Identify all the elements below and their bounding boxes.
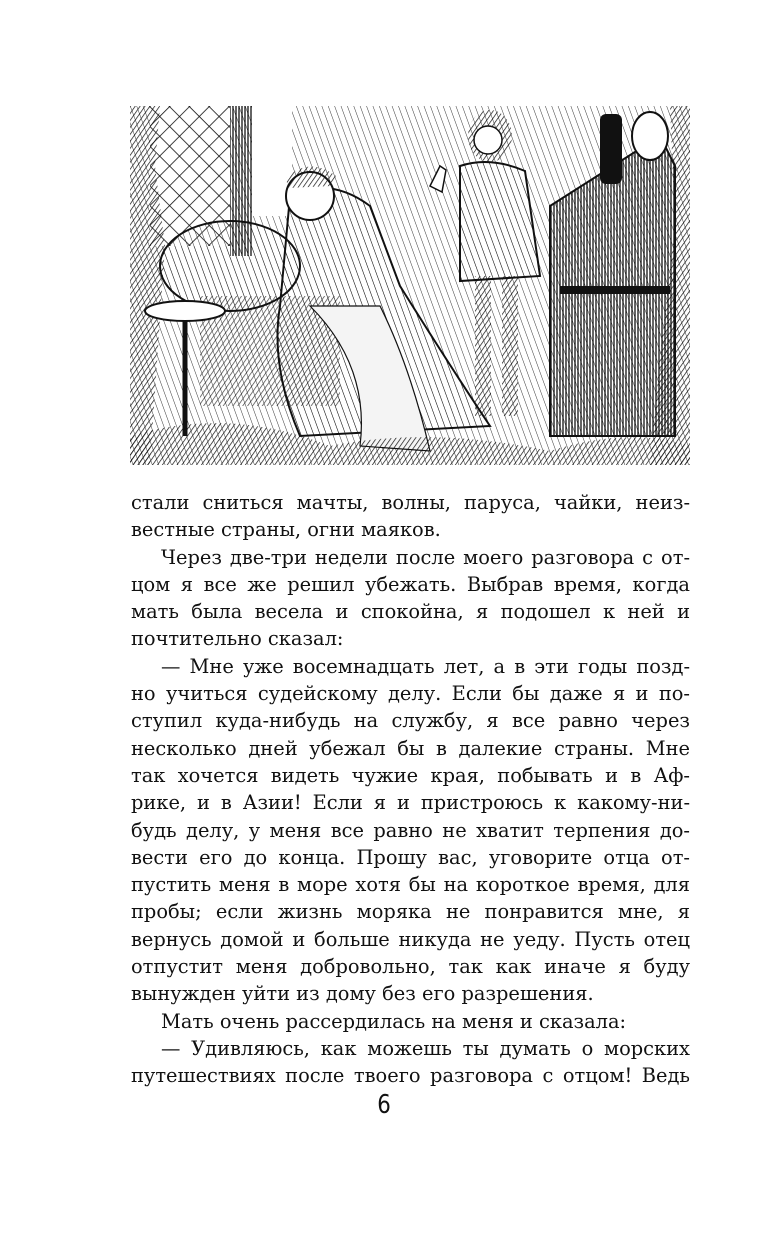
text-line: цом я все же решил убежать. Выбрав время, когда xyxy=(131,572,690,596)
text-line: — Мне уже восемнадцать лет, а в эти годы позд- xyxy=(161,654,690,678)
text-line: несколько дней убежал бы в далекие страны. Мне xyxy=(131,736,690,760)
engraving-illustration xyxy=(130,106,690,465)
text-line: но учиться судейскому делу. Если бы даже я и по- xyxy=(131,682,690,706)
text-line: путешествиях после твоего разговора с отцом! Ведь xyxy=(131,1064,690,1088)
page-number: 6 xyxy=(377,1090,391,1120)
text-line: так хочется видеть чужие края, побывать и в Аф- xyxy=(131,763,690,787)
body-text xyxy=(131,489,690,1090)
text-line: — Удивляюсь, как можешь ты думать о морских xyxy=(161,1036,690,1060)
text-line: ступил куда-нибудь на службу, я все равно через xyxy=(131,709,690,733)
text-line: почтительно сказал: xyxy=(131,627,344,651)
text-line: отпустит меня добровольно, так как иначе я буду xyxy=(131,955,690,979)
text-line: вернусь домой и больше никуда не уеду. Пусть отец xyxy=(131,927,690,951)
text-line: вестные страны, огни маяков. xyxy=(131,518,441,542)
text-line: будь делу, у меня все равно не хватит терпения до- xyxy=(131,818,690,842)
illustration-art xyxy=(130,106,690,465)
text-line: пробы; если жизнь моряка не понравится мне, я xyxy=(131,900,690,924)
text-line: Через две-три недели после моего разговора с от- xyxy=(161,545,690,569)
text-line: вести его до конца. Прошу вас, уговорите отца от- xyxy=(131,845,690,869)
text-line: пустить меня в море хотя бы на короткое время, для xyxy=(131,873,690,897)
text-line: вынужден уйти из дому без его разрешения. xyxy=(131,982,594,1006)
text-line: Мать очень рассердилась на меня и сказала: xyxy=(161,1009,627,1033)
text-line: рике, и в Азии! Если я и пристроюсь к какому-ни- xyxy=(131,791,690,815)
text-line: стали сниться мачты, волны, паруса, чайки, неиз- xyxy=(131,491,690,514)
text-line: мать была весела и спокойна, я подошел к ней и xyxy=(131,600,690,624)
